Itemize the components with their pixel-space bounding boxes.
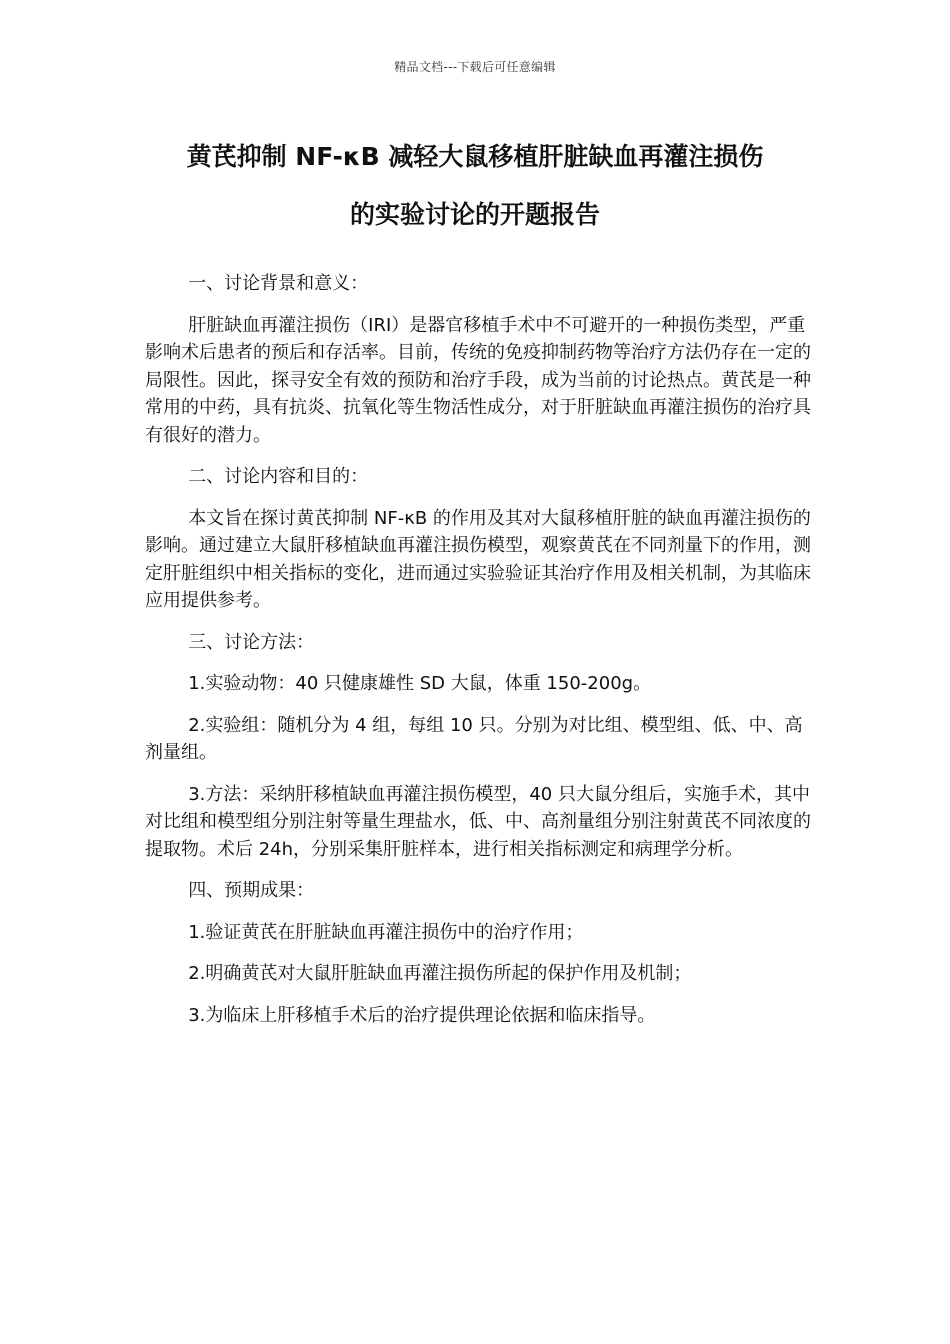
- section-heading-content: 二、讨论内容和目的：: [188, 466, 369, 487]
- outcomes-item-1: 1.验证黄芪在肝脏缺血再灌注损伤中的治疗作用；: [188, 921, 584, 943]
- document-body: [145, 270, 815, 1043]
- title-line-2: 的实验讨论的开题报告: [349, 200, 600, 229]
- section-heading-background: 一、讨论背景和意义：: [188, 273, 369, 294]
- outcomes-item-3: 3.为临床上肝移植手术后的治疗提供理论依据和临床指导。: [188, 1004, 656, 1026]
- background-paragraph: 肝脏缺血再灌注损伤（IRI）是器官移植手术中不可避开的一种损伤类型，严重影响术后患者的预后和存活率。目前，传统的免疫抑制药物等治疗方法仍存在一定的局限性。因此，探寻安全有效的预防和治疗手段，成为当前的讨论热点。黄芪是一种常用的中药，具有抗炎、抗氧化等生物活性成分，对于肝脏缺血再灌注损伤的治疗具有很好的潜力。: [145, 314, 811, 446]
- methods-item-procedure: 3.方法：采纳肝移植缺血再灌注损伤模型，40 只大鼠分组后，实施手术，其中对比组和模型组分别注射等量生理盐水，低、中、高剂量组分别注射黄芪不同浓度的提取物。术后 24h，分别采集肝脏样本，进行相关指标测定和病理学分析。: [145, 783, 811, 860]
- document-title: [110, 128, 840, 244]
- outcomes-item-2: 2.明确黄芪对大鼠肝脏缺血再灌注损伤所起的保护作用及机制；: [188, 963, 692, 984]
- content-paragraph: 本文旨在探讨黄芪抑制 NF-κB 的作用及其对大鼠移植肝脏的缺血再灌注损伤的影响。通过建立大鼠肝移植缺血再灌注损伤模型，观察黄芪在不同剂量下的作用，测定肝脏组织中相关指标的变化，进而通过实验验证其治疗作用及相关机制，为其临床应用提供参考。: [145, 507, 811, 611]
- page-header: 精品文档---下载后可任意编辑: [394, 60, 556, 74]
- title-line-1: 黄芪抑制 NF-κB 减轻大鼠移植肝脏缺血再灌注损伤: [186, 142, 764, 171]
- methods-item-groups: 2.实验组：随机分为 4 组，每组 10 只。分别为对比组、模型组、低、中、高剂量组。: [145, 714, 803, 763]
- section-heading-outcomes: 四、预期成果：: [188, 880, 315, 901]
- section-heading-methods: 三、讨论方法：: [188, 631, 315, 653]
- methods-item-animals: 1.实验动物：40 只健康雄性 SD 大鼠，体重 150-200g。: [188, 673, 652, 694]
